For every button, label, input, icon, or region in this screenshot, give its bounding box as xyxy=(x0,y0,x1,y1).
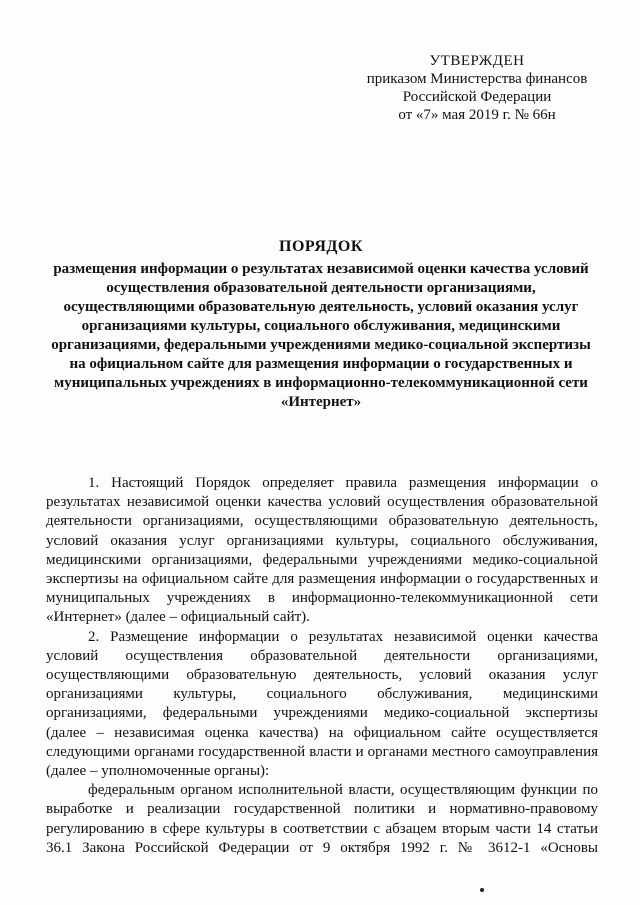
paragraph-3-line: выработке и реализации государственной политики и нормативно-правовому xyxy=(46,801,598,818)
title-line: осуществления образовательной деятельности организациями, xyxy=(106,280,536,296)
paragraph-2-line: 2. Размещение информации о результатах независимой оценки качества xyxy=(88,628,598,645)
approval-stamp xyxy=(352,52,602,124)
paragraph-2-line: условий осуществления образовательной деятельности организациями, xyxy=(46,647,598,664)
approval-heading: УТВЕРЖДЕН xyxy=(429,53,525,69)
document-body xyxy=(46,474,598,858)
paragraph-2-line: следующими органами государственной власти и органами местного самоуправления xyxy=(46,743,598,760)
paragraph-2-line: организациями культуры, социального обслуживания, медицинскими xyxy=(46,686,598,703)
document-title-block xyxy=(46,237,596,412)
document-title: ПОРЯДОК xyxy=(279,238,363,255)
approval-line: приказом Министерства финансов xyxy=(366,71,588,87)
approval-line: Российской Федерации xyxy=(402,89,552,105)
scan-speck xyxy=(480,888,484,892)
paragraph-1-line: результатах независимой оценки качества условий осуществления образовательной xyxy=(46,494,598,511)
title-line: организациями культуры, социального обслуживания, медицинскими xyxy=(81,318,561,334)
paragraph-1-line: условий оказания услуг организациями культуры, социального обслуживания, xyxy=(46,532,598,549)
paragraph-3-line: 36.1 Закона Российской Федерации от 9 октября 1992 г. № 3612-1 «Основы xyxy=(46,839,598,856)
paragraph-2-line: (далее – уполномоченные органы): xyxy=(46,763,270,780)
paragraph-3-line: регулированию в сфере культуры в соответствии с абзацем вторым части 14 статьи xyxy=(46,820,598,837)
title-line: на официальном сайте для размещения информации о государственных и xyxy=(69,356,573,372)
title-line: «Интернет» xyxy=(280,394,362,410)
title-line: размещения информации о результатах независимой оценки качества условий xyxy=(53,261,589,277)
paragraph-2-line: (далее – независимая оценка качества) на официальном сайте осуществляется xyxy=(46,724,598,741)
paragraph-3-line: федеральным органом исполнительной власти, осуществляющим функции по xyxy=(88,782,598,799)
paragraph-1-line: «Интернет» (далее – официальный сайт). xyxy=(46,609,310,626)
approval-date-line: от «7» мая 2019 г. № 66н xyxy=(398,107,556,123)
paragraph-2-line: осуществляющими образовательную деятельность, условий оказания услуг xyxy=(46,667,598,684)
paragraph-2-line: организациями, федеральными учреждениями медико-социальной экспертизы xyxy=(46,705,598,722)
paragraph-1-line: медицинскими организациями, федеральными учреждениями медико-социальной xyxy=(46,551,598,568)
title-line: организациями, федеральными учреждениями медико-социальной экспертизы xyxy=(51,337,591,353)
title-line: осуществляющими образовательную деятельность, условий оказания услуг xyxy=(63,299,579,315)
paragraph-1-line: 1. Настоящий Порядок определяет правила размещения информации о xyxy=(88,475,598,491)
title-line: муниципальных учреждениях в информационно-телекоммуникационной сети xyxy=(54,375,588,391)
paragraph-1-line: деятельности организациями, осуществляющими образовательную деятельность, xyxy=(46,513,598,530)
paragraph-1-line: экспертизы на официальном сайте для размещения информации о государственных и xyxy=(46,571,598,588)
paragraph-1-line: муниципальных учреждениях в информационно-телекоммуникационной сети xyxy=(46,590,598,607)
